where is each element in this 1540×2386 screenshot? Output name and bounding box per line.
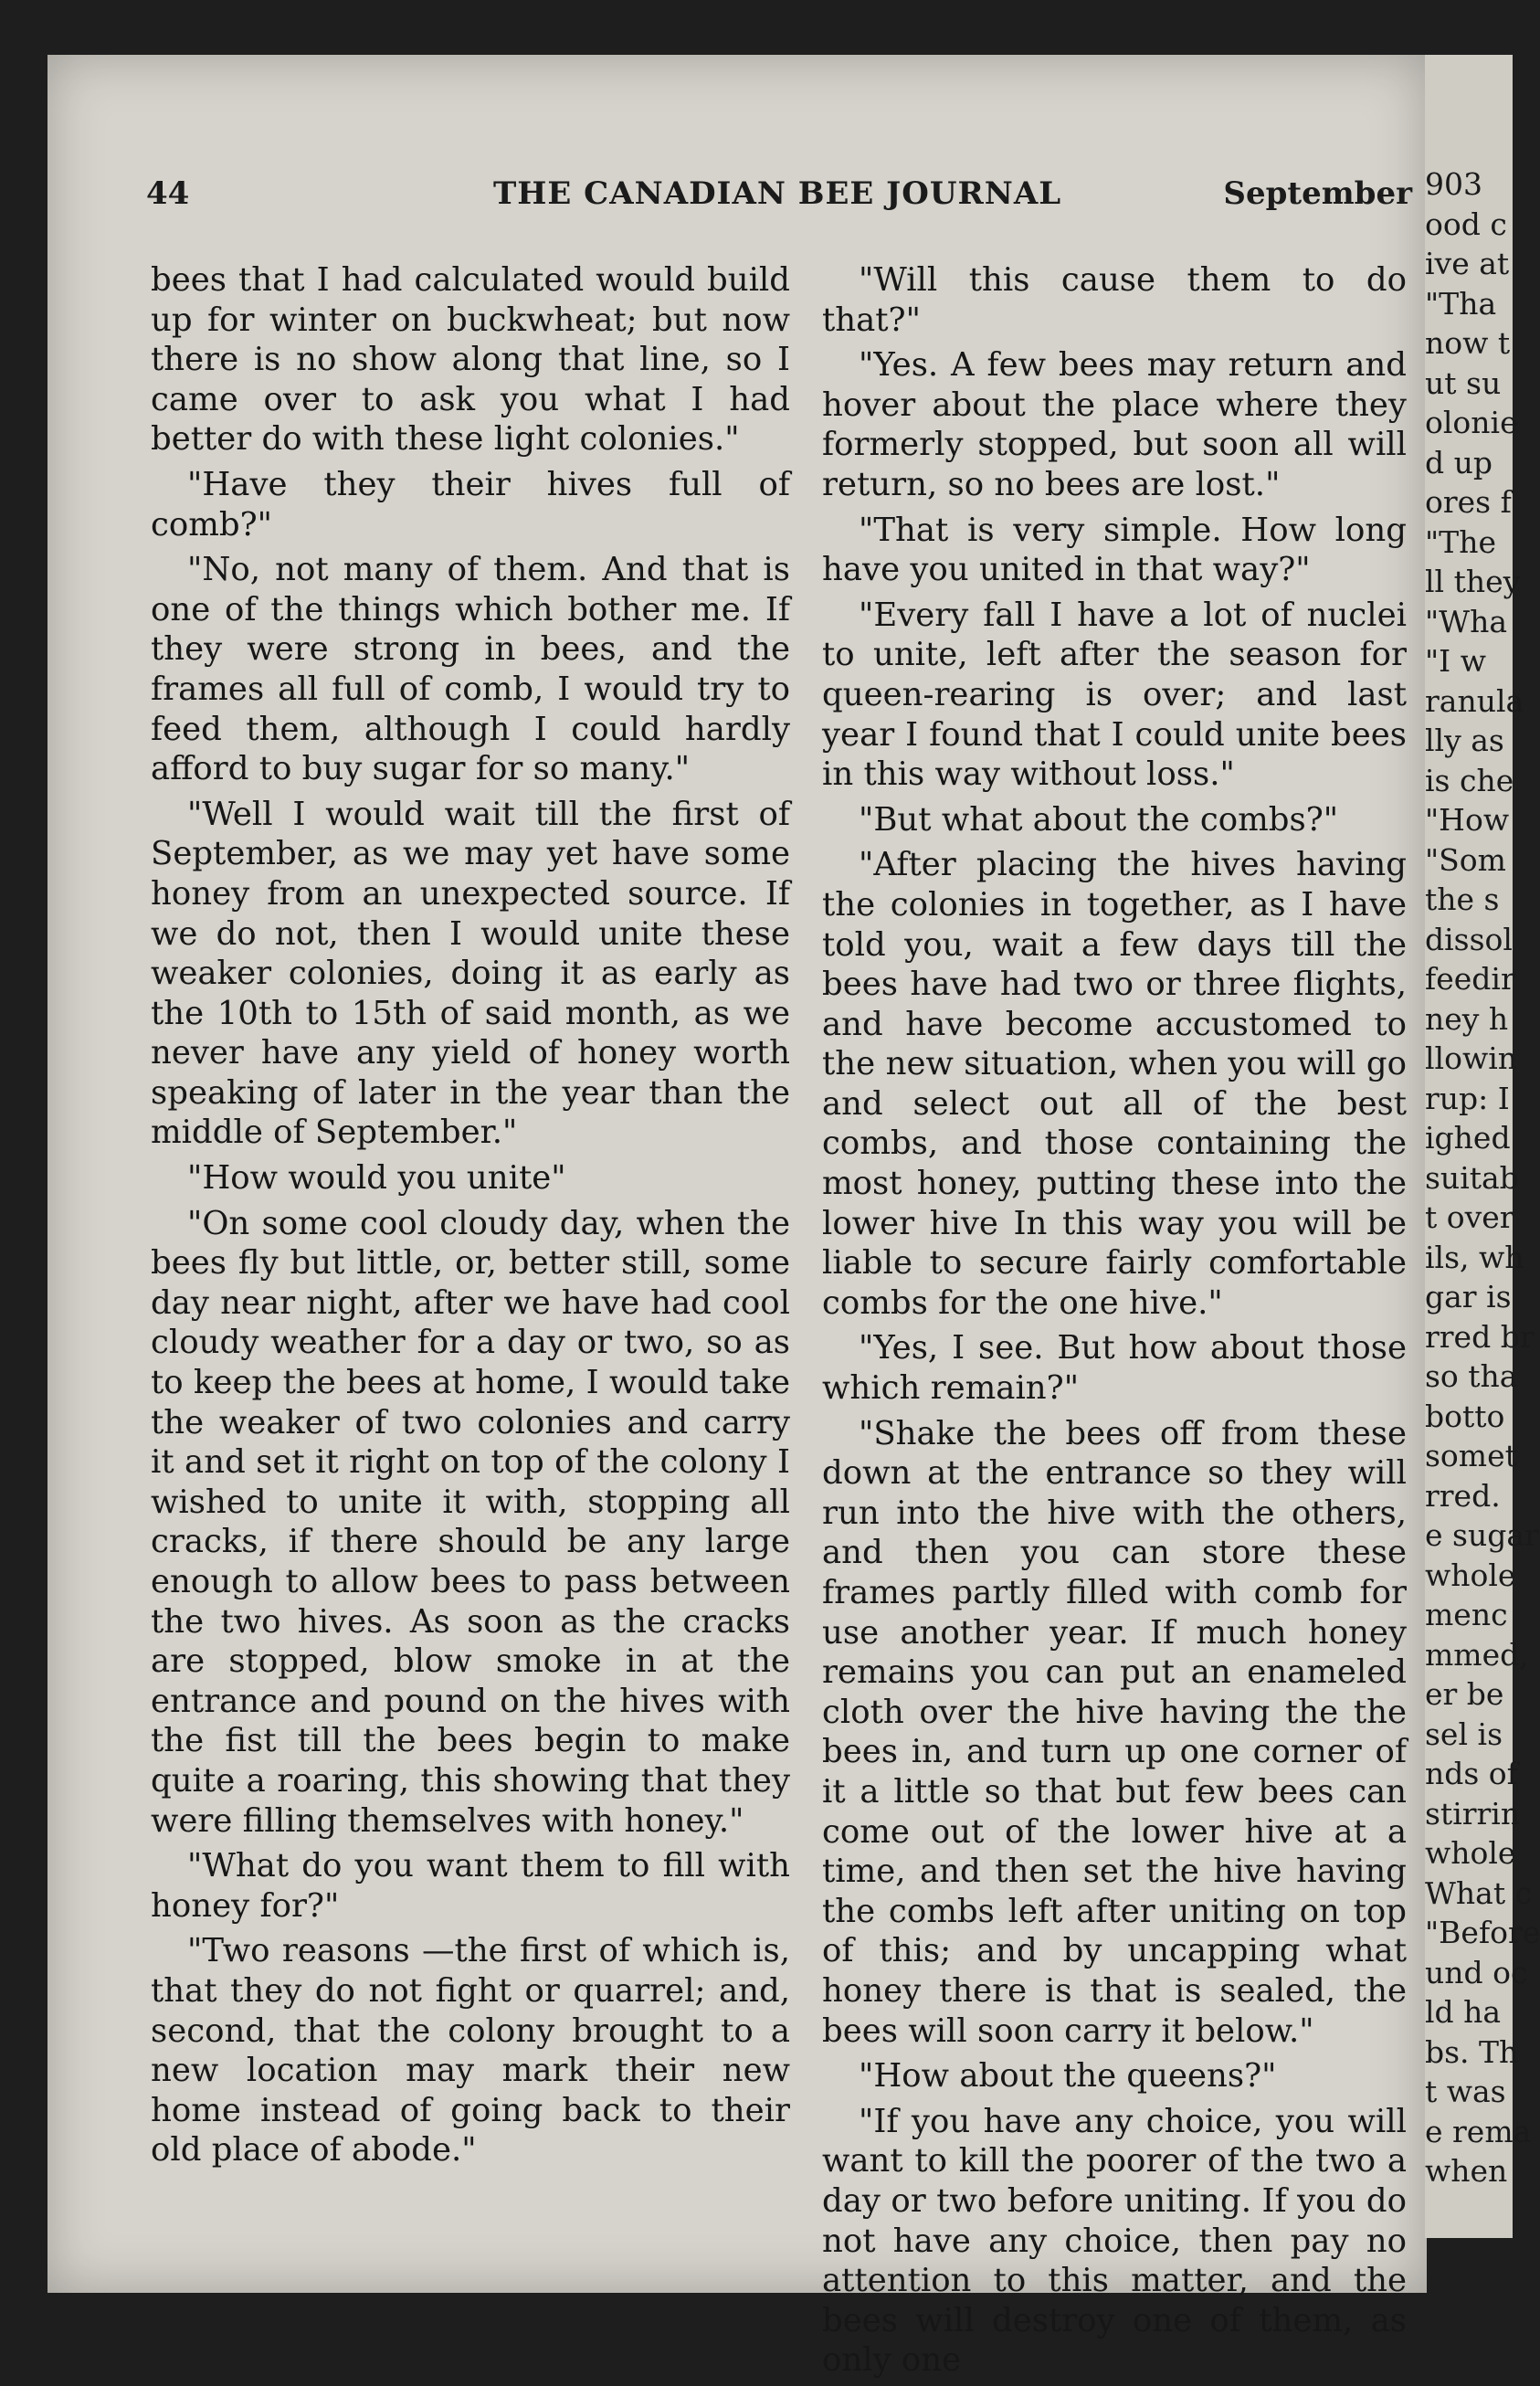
adjacent-page-fragment: so tha xyxy=(1425,1358,1518,1394)
adjacent-page-fragment: rred br xyxy=(1425,1318,1535,1355)
adjacent-page-fragment: rup: I xyxy=(1425,1080,1510,1116)
adjacent-page-fragment: "Before xyxy=(1425,1915,1540,1950)
adjacent-page-fragment: dissol xyxy=(1425,921,1513,957)
paragraph: "After placing the hives having the colonies in together, as I have told you, wait a few days till the bees have had two or three flights, and have become accustomed to the new situation, when you will go and select out all of the best combs, and those containing the most honey, putting these into the lower hive In this way you will be liable to secure fairly comfortable combs for the one hive." xyxy=(822,846,1407,1322)
adjacent-page-fragment: when xyxy=(1425,2153,1508,2189)
journal-title: THE CANADIAN BEE JOURNAL xyxy=(493,175,1062,212)
adjacent-page-fragment: ranula xyxy=(1425,682,1524,719)
adjacent-page-fragment: ils, wh xyxy=(1425,1239,1524,1275)
adjacent-page-fragment: whole xyxy=(1425,1835,1516,1871)
adjacent-page-fragment: ut su xyxy=(1425,364,1502,401)
adjacent-page-fragment: ld ha xyxy=(1425,1994,1502,2030)
adjacent-page-fragment: t over xyxy=(1425,1199,1514,1235)
page-header xyxy=(146,175,1412,221)
adjacent-page-fragment: What c xyxy=(1425,1874,1533,1911)
adjacent-page-fragment: bs. Th xyxy=(1425,2033,1519,2070)
adjacent-page-fragment: gar is xyxy=(1425,1279,1512,1314)
adjacent-page-fragment: llowin xyxy=(1425,1040,1518,1076)
adjacent-page-fragment: the s xyxy=(1425,882,1500,917)
adjacent-page-fragment: e sugar xyxy=(1425,1517,1539,1553)
paragraph: "Shake the bees off from these down at the entrance so they will run into the hive with the others, and then you can store these frames partly filled with comb for use another year. If much honey remains you can put an enameled cloth over the hive having the the bees in, and turn up one corner of it a little so that but few bees can come out of the lower hive at a time, and then set the hive having the combs left after uniting on top of this; and by uncapping what honey there is that is sealed, the bees will soon carry it below." xyxy=(822,1414,1407,2050)
paragraph: bees that I had calculated would build up for winter on buckwheat; but now there is no show along that line, so I came over to ask you what I had better do with these light colonies." xyxy=(151,261,790,459)
paragraph: "What do you want them to fill with honey for?" xyxy=(151,1847,790,1925)
adjacent-page-fragment: suitab xyxy=(1425,1159,1519,1196)
running-date: September xyxy=(1223,175,1412,212)
adjacent-page-strip xyxy=(1425,55,1540,2238)
adjacent-page-fragment: botto xyxy=(1425,1398,1505,1434)
adjacent-page-fragment: 903 xyxy=(1425,166,1482,202)
adjacent-page-fragment: mmed, xyxy=(1425,1636,1529,1673)
paragraph: "How about the queens?" xyxy=(859,2057,1277,2096)
adjacent-page-fragment: whole xyxy=(1425,1557,1516,1593)
adjacent-page-fragment: somet xyxy=(1425,1438,1517,1473)
paragraph: "Yes. A few bees may return and hover about the place where they formerly stopped, but soon all will return, so no bees are lost." xyxy=(822,346,1407,503)
right-column xyxy=(822,260,1407,2386)
paragraph: "On some cool cloudy day, when the bees fly but little, or, better still, some day near night, after we have had cool cloudy weather for a day or two, so as to keep the bees at home, I would take the weaker of two colonies and carry it and set it right on top of the colony I wished to unite it with, stopping all cracks, if there should be any large enough to allow bees to pass between the two hives. As soon as the cracks are stopped, blow smoke in at the entrance and pound on the hives with the fist till the bees begin to make quite a roaring, this showing that they were filling themselves with honey." xyxy=(151,1204,790,1840)
paragraph: "Yes, I see. But how about those which remain?" xyxy=(822,1329,1407,1408)
adjacent-page-fragment: sel is xyxy=(1425,1716,1503,1752)
paragraph: "How would you unite" xyxy=(187,1159,566,1198)
adjacent-page-fragment: ighed xyxy=(1425,1120,1511,1156)
adjacent-page-fragment: ney h xyxy=(1425,1000,1509,1037)
adjacent-page-fragment: ll they xyxy=(1425,564,1521,599)
adjacent-page-fragment: "Wha xyxy=(1425,603,1508,639)
paragraph: "Every fall I have a lot of nuclei to unite, left after the season for queen-rearing is over; and last year I found that I could unite bees in this way without loss." xyxy=(822,596,1407,794)
adjacent-page-fragment: ive at xyxy=(1425,246,1510,281)
adjacent-page-fragment: "The xyxy=(1425,523,1496,560)
adjacent-page-fragment: "Tha xyxy=(1425,285,1497,322)
adjacent-page-fragment: nds of xyxy=(1425,1756,1518,1791)
paragraph: "Have they their hives full of comb?" xyxy=(151,465,790,544)
adjacent-page-fragment: "Som xyxy=(1425,841,1506,878)
paragraph: "Will this cause them to do that?" xyxy=(822,261,1407,339)
adjacent-page-fragment: "How xyxy=(1425,802,1510,838)
adjacent-page-fragment: und oc xyxy=(1425,1954,1528,1990)
paragraph: "If you have any choice, you will want to kill the poorer of the two a day or two before uniting. If you do not have any choice, then pay no attention to this matter, and the bees will destroy one of them, as only one xyxy=(822,2102,1407,2380)
adjacent-page-fragment: d up xyxy=(1425,444,1493,480)
paragraph: "Two reasons —the first of which is, that they do not fight or quarrel; and, second, that the colony brought to a new location may mark their new home instead of going back to their old place of abode." xyxy=(151,1932,790,2170)
adjacent-page-fragment: now t xyxy=(1425,325,1511,361)
adjacent-page-fragment: rred. xyxy=(1425,1477,1501,1514)
paragraph: "That is very simple. How long have you united in that way?" xyxy=(822,511,1407,589)
adjacent-page-fragment: er be xyxy=(1425,1676,1504,1712)
adjacent-page-fragment: stirrin xyxy=(1425,1795,1521,1832)
left-column xyxy=(151,260,790,2176)
adjacent-page-fragment: olonie xyxy=(1425,405,1518,440)
adjacent-page-fragment: lly as xyxy=(1425,723,1504,758)
adjacent-page-fragment: is che xyxy=(1425,762,1514,798)
page-number: 44 xyxy=(146,175,190,212)
adjacent-page-fragment: ores f xyxy=(1425,484,1512,520)
adjacent-page-fragment: "I w xyxy=(1425,643,1486,679)
adjacent-page-fragment: t was xyxy=(1425,2074,1506,2109)
paragraph: "But what about the combs?" xyxy=(859,800,1339,839)
paragraph: "No, not many of them. And that is one of the things which bother me. If they were strong in bees, and the frames all full of comb, I would try to feed them, although I could hardly afford to buy sugar for so many." xyxy=(151,551,790,788)
adjacent-page-fragment: feedir xyxy=(1425,961,1515,997)
paragraph: "Well I would wait till the first of September, as we may yet have some honey from an unexpected source. If we do not, then I would unite these weaker colonies, doing it as early as the 10th to 15th of said month, as we never have any yield of honey worth speaking of later in the year than the middle of September." xyxy=(151,795,790,1152)
adjacent-page-fragment: ood c xyxy=(1425,206,1507,242)
adjacent-page-fragment: menc xyxy=(1425,1597,1508,1632)
adjacent-page-fragment: e rema xyxy=(1425,2113,1532,2149)
